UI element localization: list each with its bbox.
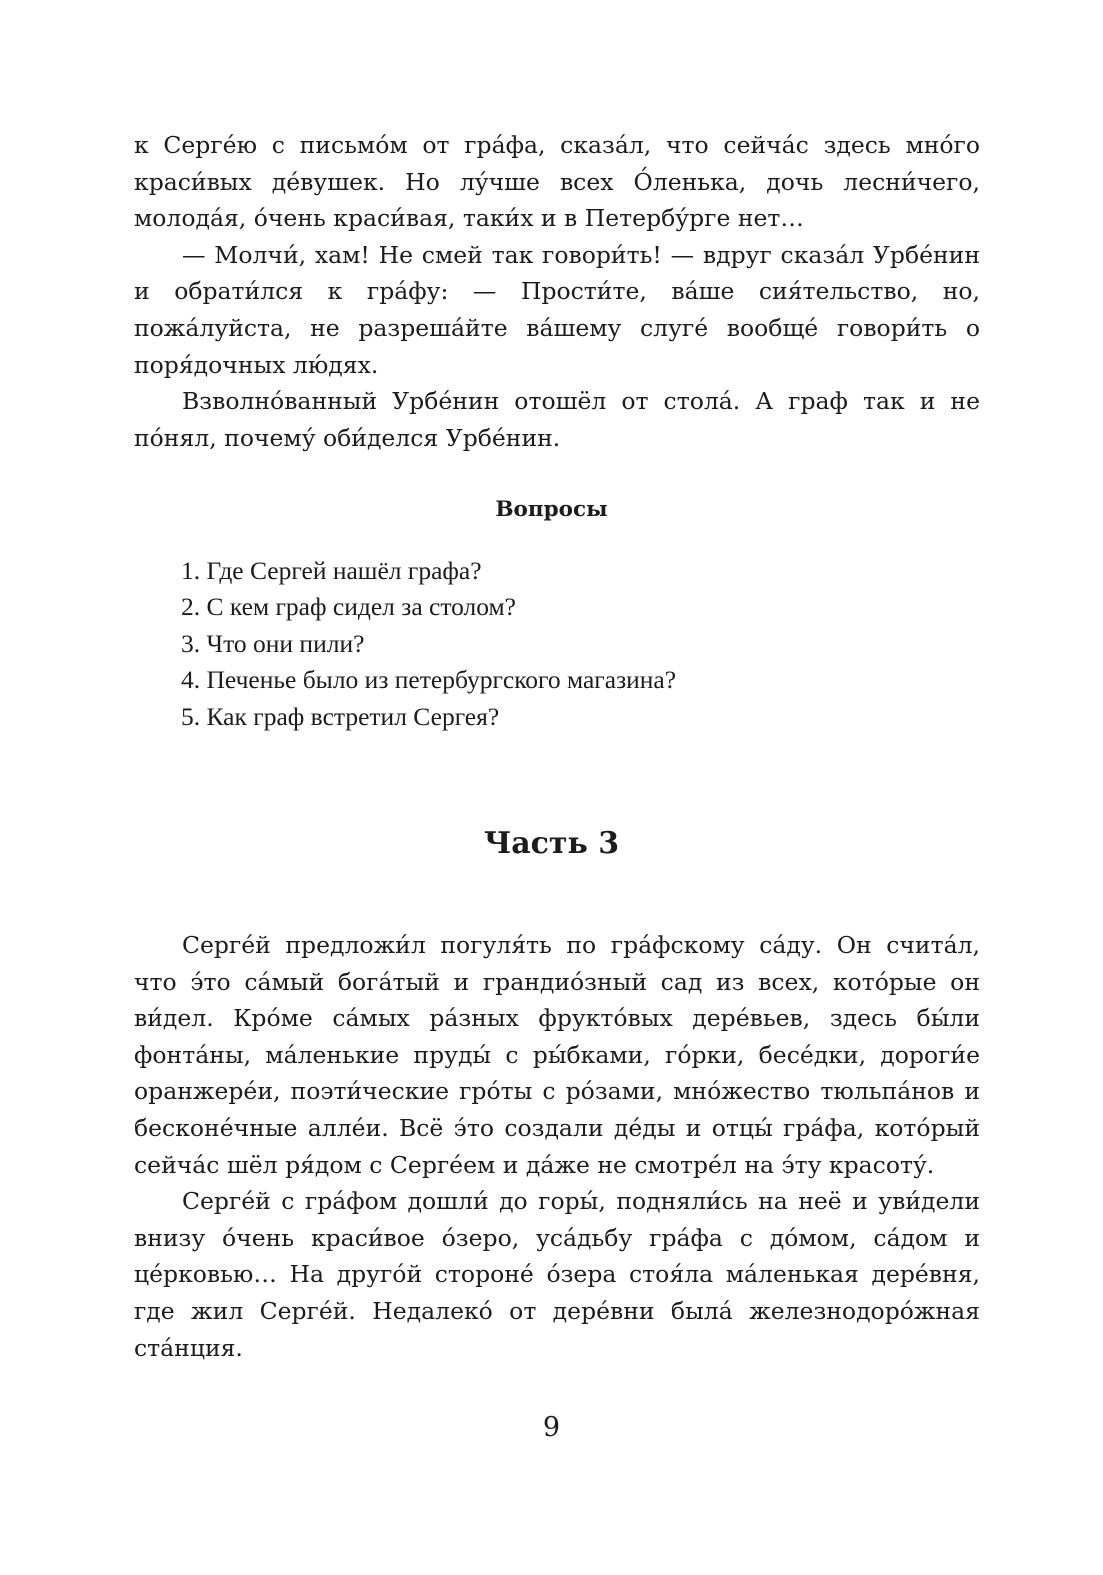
story-paragraph: Серге́й с гра́фом дошли́ до горы́, подняли́сь на неё и уви́дели внизу о́чень краси́вое о́зеро, уса́дьбу гра́фа с до́мом, са́дом и це́рковью… На друго́й стороне́ о́зера стоя́ла ма́ленькая дере́вня, где жил Серге́й. Недалеко́ от дере́вни была́ железнодоро́жная ста́нция. — [134, 1187, 980, 1362]
question-item: 1. Где Сергей нашёл графа? — [181, 556, 482, 585]
story-paragraph: Серге́й предложи́л погуля́ть по гра́фскому са́ду. Он счита́л, что э́то са́мый бога́тый и грандио́зный сад из всех, кото́рые он ви́дел. Кро́ме са́мых ра́зных фрукто́вых дере́вьев, здесь бы́ли фонта́ны, ма́ленькие пруды́ с ры́бками, го́рки, бесе́дки, дороги́е оранжере́и, поэти́ческие гро́ты с ро́зами, мно́жество тюльпа́нов и бесконе́чные алле́и. Всё э́то создали де́ды и отцы́ гра́фа, кото́рый сейча́с шёл ря́дом с Серге́ем и да́же не смотре́л на э́ту красоту́. — [134, 931, 980, 1179]
question-item: 4. Печенье было из петербургского магазина? — [181, 665, 677, 695]
question-item: 2. С кем граф сидел за столом? — [181, 592, 516, 622]
questions-heading: Вопросы — [495, 497, 608, 522]
story-paragraph: к Серге́ю с письмо́м от гра́фа, сказа́л, что сейча́с здесь мно́го краси́вых де́вушек. Но лу́чше всех О́ленька, дочь лесни́чего, молода́я, о́чень краси́вая, таки́х и в Петербу́рге нет… — [134, 131, 980, 233]
questions-list — [181, 553, 676, 735]
story-text-top — [134, 127, 980, 456]
question-item: 3. Что они пили? — [181, 628, 365, 658]
story-paragraph: Взволно́ванный Урбе́нин отошёл от стола́. А граф так и не по́нял, почему́ оби́делся Урбе́нин. — [134, 387, 980, 452]
page-number: 9 — [542, 1412, 561, 1443]
question-item: 5. Как граф встретил Сергея? — [181, 701, 500, 731]
story-text-bottom — [134, 927, 980, 1366]
story-paragraph: — Молчи́, хам! Не смей так говори́ть! — вдруг сказа́л Урбе́нин и обрати́лся к гра́фу: — Прости́те, ва́ше сия́тельство, но, пожа́луйста, не разреша́йте ва́шему слуге́ вообще́ говори́ть о поря́дочных лю́дях. — [134, 240, 980, 379]
part-title: Часть 3 — [483, 826, 620, 861]
